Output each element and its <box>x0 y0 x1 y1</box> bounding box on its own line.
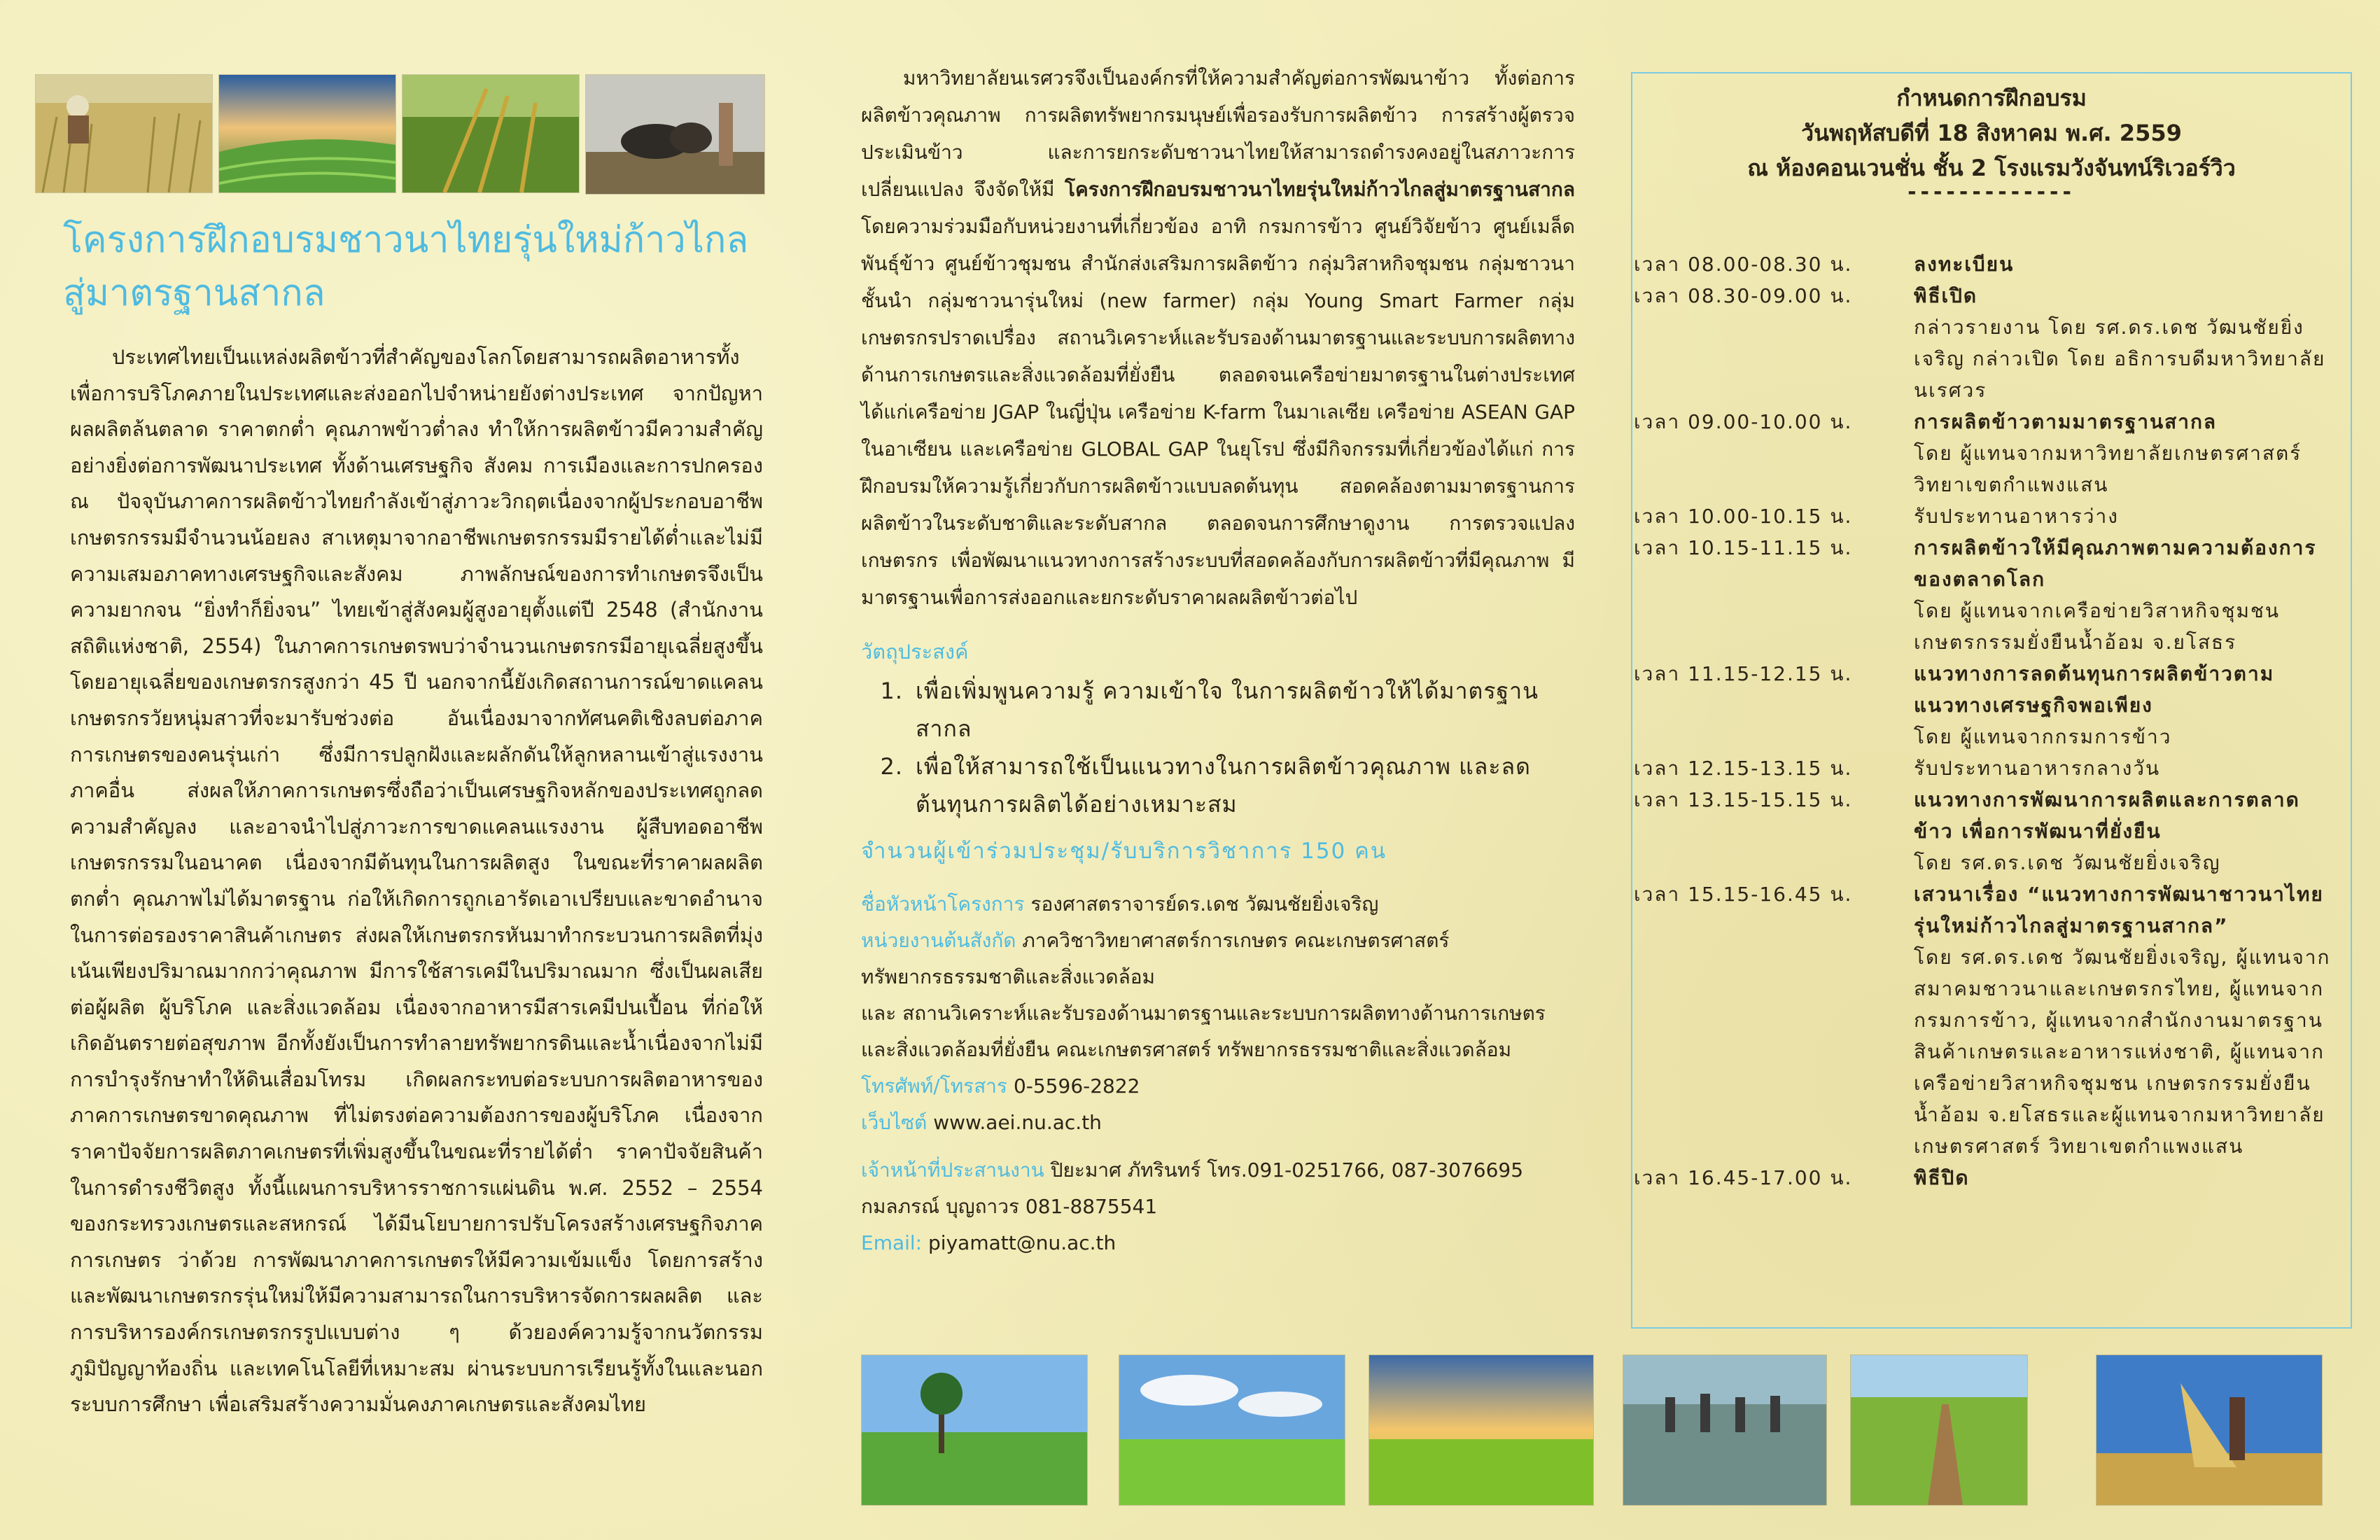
leader-value: รองศาสตราจารย์ดร.เดช วัฒนชัยยิ่งเจริญ <box>1030 892 1379 916</box>
schedule-sub: โดย ผู้แทนจากเครือข่ายวิสาหกิจชุมชนเกษตรกรรมยั่งยืนน้ำอ้อม จ.ยโสธร <box>1914 599 2281 654</box>
schedule-venue: ณ ห้องคอนเวนชั่น ชั้น 2 โรงแรมวังจันทน์ริเวอร์วิว <box>1747 155 2236 181</box>
schedule-time: เวลา 10.00-10.15 น. <box>1634 505 1853 528</box>
schedule-time: เวลา 12.15-13.15 น. <box>1634 757 1853 780</box>
schedule-sub: โดย ผู้แทนจากกรมการข้าว <box>1914 725 2172 748</box>
objective-item <box>861 748 1575 823</box>
email-link[interactable]: piyamatt@nu.ac.th <box>928 1231 1116 1254</box>
staff-label: เจ้าหน้าที่ประสานงาน <box>861 1158 1044 1182</box>
web-line <box>861 1105 1575 1141</box>
schedule-time: เวลา 16.45-17.00 น. <box>1634 1166 1853 1189</box>
schedule-main: เสวนาเรื่อง “แนวทางการพัฒนาชาวนาไทยรุ่นใหม่ก้าวไกลสู่มาตรฐานสากล” <box>1914 883 2324 937</box>
phone-line <box>861 1068 1575 1105</box>
email-label: Email: <box>861 1231 923 1254</box>
intro-text-pre: มหาวิทยาลัยนเรศวรจึงเป็นองค์กรที่ให้ความสำคัญต่อการพัฒนาข้าว ทั้งต่อการผลิตข้าวคุณภาพ การผลิตทรัพยากรมนุษย์เพื่อรองรับการผลิตข้าว การสร้างผู้ตรวจประเมินข้าว และการยกระดับชาวนาไทยให้สามารถดำรงคงอยู่ในสภาวะการเปลี่ยนแปลง จึงจัดให้มี <box>861 66 1575 201</box>
phone-label: โทรศัพท์/โทรสาร <box>861 1074 1008 1098</box>
contact-section <box>861 886 1575 1261</box>
objectives-heading: วัตถุประสงค์ <box>861 640 969 664</box>
staff-value: ปิยะมาศ ภัทรินทร์ โทร.091-0251766, 087-3076695 <box>1050 1158 1524 1182</box>
left-column <box>63 70 770 1526</box>
schedule-time: เวลา 08.00-08.30 น. <box>1634 253 1853 276</box>
photo-palm-tree-paddy <box>861 1354 1088 1506</box>
objectives-list <box>861 672 1575 823</box>
schedule-row <box>1632 752 2353 784</box>
leader-label: ชื่อหัวหน้าโครงการ <box>861 892 1025 916</box>
photo-harvest-threshing <box>2096 1354 2323 1506</box>
schedule-row <box>1632 658 2353 752</box>
schedule-row <box>1632 280 2353 406</box>
unit-line <box>861 923 1575 995</box>
schedule-row <box>1632 248 2353 280</box>
schedule-row <box>1632 500 2353 532</box>
objective-number: 1. <box>880 678 903 704</box>
schedule-time: เวลา 08.30-09.00 น. <box>1634 284 1853 307</box>
schedule-main: การผลิตข้าวตามมาตรฐานสากล <box>1914 410 2218 433</box>
schedule-box <box>1631 72 2352 1329</box>
schedule-sub: โดย รศ.ดร.เดช วัฒนชัยยิ่งเจริญ <box>1914 851 2221 874</box>
schedule-heading <box>1632 80 2351 186</box>
schedule-time: เวลา 09.00-10.00 น. <box>1634 410 1853 433</box>
staff-line <box>861 1152 1575 1189</box>
schedule-row <box>1632 532 2353 658</box>
project-title-line-2: สู่มาตรฐานสากล <box>63 272 326 314</box>
schedule-sub: โดย รศ.ดร.เดช วัฒนชัยยิ่งเจริญ, ผู้แทนจากสมาคมชาวนาและเกษตรกรไทย, ผู้แทนจากกรมการข้าว, ผู้แทนจากสำนักงานมาตรฐานสินค้าเกษตรและอาหารแห่งชาติ, ผู้แทนจากเครือข่ายวิสาหกิจชุมชน เกษตรกรรมยั่งยืนน้ำอ้อม จ.ยโสธรและผู้แทนจากมหาวิทยาลัยเกษตรศาสตร์ วิทยาเขตกำแพงแสน <box>1914 946 2331 1158</box>
objectives-section <box>861 636 1575 823</box>
participants-count: จำนวนผู้เข้าร่วมประชุม/รับบริการวิชาการ 150 คน <box>861 839 1387 864</box>
web-link[interactable]: www.aei.nu.ac.th <box>933 1111 1102 1134</box>
photo-rice-grain-closeup <box>402 74 580 193</box>
schedule-row <box>1632 784 2353 878</box>
schedule-sub: รับประทานอาหารกลางวัน <box>1914 757 2161 780</box>
unit-line-2: และ สถานวิเคราะห์และรับรองด้านมาตรฐานและระบบการผลิตทางด้านการเกษตรและสิ่งแวดล้อมที่ยั่งยืน คณะเกษตรศาสตร์ ทรัพยากรธรรมชาติและสิ่งแวดล้อม <box>861 1002 1546 1061</box>
schedule-sub: กล่าวรายงาน โดย รศ.ดร.เดช วัฒนชัยยิ่งเจริญ กล่าวเปิด โดย อธิการบดีมหาวิทยาลัยนเรศวร <box>1914 316 2326 402</box>
schedule-main: การผลิตข้าวให้มีคุณภาพตามความต้องการของตลาดโลก <box>1914 536 2317 591</box>
intro-paragraph <box>861 59 1575 616</box>
schedule-date: วันพฤหัสบดีที่ 18 สิงหาคม พ.ศ. 2559 <box>1801 120 2182 146</box>
project-title <box>63 214 784 320</box>
schedule-main: ลงทะเบียน <box>1914 253 2015 276</box>
schedule-time: เวลา 11.15-12.15 น. <box>1634 662 1853 685</box>
schedule-time: เวลา 15.15-16.45 น. <box>1634 883 1853 906</box>
photo-boardwalk-field <box>1850 1354 2028 1506</box>
schedule-main: แนวทางการลดต้นทุนการผลิตข้าวตามแนวทางเศรษฐกิจพอเพียง <box>1914 662 2275 717</box>
schedule-row <box>1632 406 2353 500</box>
schedule-list <box>1632 248 2353 1194</box>
schedule-divider: ------------- <box>1907 180 2076 204</box>
schedule-main: พิธีปิด <box>1914 1166 1970 1189</box>
phone-value: 0-5596-2822 <box>1013 1074 1140 1098</box>
photo-buffalo-plowing <box>585 74 765 195</box>
photo-terraced-rice-sunset <box>218 74 396 193</box>
schedule-sub: โดย ผู้แทนจากมหาวิทยาลัยเกษตรศาสตร์ วิทยาเขตกำแพงแสน <box>1914 442 2302 496</box>
unit-label: หน่วยงานต้นสังกัด <box>861 929 1016 952</box>
schedule-sub: รับประทานอาหารว่าง <box>1914 505 2119 528</box>
email-line <box>861 1225 1575 1261</box>
objective-item <box>861 672 1575 748</box>
photo-sunset-field <box>1368 1354 1594 1506</box>
intro-text-post: โดยความร่วมมือกับหน่วยงานที่เกี่ยวข้อง อาทิ กรมการข้าว ศูนย์วิจัยข้าว ศูนย์เมล็ดพันธุ์ข้าว ศูนย์ข้าวชุมชน สำนักส่งเสริมการผลิตข้าว กลุ่มวิสาหกิจชุมชน กลุ่มชาวนาชั้นนำ กลุ่มชาวนารุ่นใหม่ (new farmer) กลุ่ม Young Smart Farmer กลุ่มเกษตรกรปราดเปรื่อง สถานวิเคราะห์และรับรองด้านมาตรฐานและระบบการผลิตทางด้านการเกษตรและสิ่งแวดล้อมที่ยั่งยืน ตลอดจนเครือข่ายมาตรฐานในต่างประเทศ ได้แก่เครือข่าย JGAP ในญี่ปุ่น เครือข่าย K-farm ในมาเลเซีย เครือข่าย ASEAN GAP ในอาเซียน และเครือข่าย GLOBAL GAP ในยุโรป ซึ่งมีกิจกรรมที่เกี่ยวข้องได้แก่ การฝึกอบรมให้ความรู้เกี่ยวกับการผลิตข้าวแบบลดต้นทุน สอดคล้องตามมาตรฐานการผลิตข้าวในระดับชาติและระดับสากล ตลอดจนการศึกษาดูงาน การตรวจแปลงเกษตรกร เพื่อพัฒนาแนวทางการสร้างระบบที่สอดคล้องกับการผลิตข้าวที่มีคุณภาพ มีมาตรฐานเพื่อการส่งออกและยกระดับราคาผลผลิตข้าวต่อไป <box>861 215 1575 609</box>
photo-farmer-in-rice-field <box>35 74 213 193</box>
middle-column <box>861 59 1575 1516</box>
objective-text: เพื่อเพิ่มพูนความรู้ ความเข้าใจ ในการผลิตข้าวให้ได้มาตรฐานสากล <box>916 678 1539 742</box>
intro-project-name: โครงการฝึกอบรมชาวนาไทยรุ่นใหม่ก้าวไกลสู่มาตรฐานสากล <box>1065 178 1575 201</box>
project-title-line-1: โครงการฝึกอบรมชาวนาไทยรุ่นใหม่ก้าวไกล <box>63 219 749 261</box>
schedule-time: เวลา 10.15-11.15 น. <box>1634 536 1853 559</box>
photo-planting-rice-group <box>1623 1354 1827 1506</box>
schedule-row <box>1632 1162 2353 1194</box>
objective-text: เพื่อให้สามารถใช้เป็นแนวทางในการผลิตข้าวคุณภาพ และลดต้นทุนการผลิตได้อย่างเหมาะสม <box>916 753 1531 818</box>
schedule-row <box>1632 878 2353 1162</box>
web-label: เว็บไซต์ <box>861 1111 927 1134</box>
unit-value: ภาควิชาวิทยาศาสตร์การเกษตร คณะเกษตรศาสตร์ ทรัพยากรธรรมชาติและสิ่งแวดล้อม <box>861 929 1450 988</box>
background-paragraph: ประเทศไทยเป็นแหล่งผลิตข้าวที่สำคัญของโลกโดยสามารถผลิตอาหารทั้งเพื่อการบริโภคภายในประเทศและส่งออกไปจำหน่ายยังต่างประเทศ จากปัญหาผลผลิตล้นตลาด ราคาตกต่ำ คุณภาพข้าวต่ำลง ทำให้การผลิตข้าวมีความสำคัญอย่างยิ่งต่อการพัฒนาประเทศ ทั้งด้านเศรษฐกิจ สังคม การเมืองและการปกครอง ณ ปัจจุบันภาคการผลิตข้าวไทยกำลังเข้าสู่ภาวะวิกฤตเนื่องจากผู้ประกอบอาชีพเกษตรกรรมมีจำนวนน้อยลง สาเหตุมาจากอาชีพเกษตรกรรมมีรายได้ต่ำและไม่มีความเสมอภาคทางเศรษฐกิจและสังคม ภาพลักษณ์ของการทำเกษตรจึงเป็น ความยากจน “ยิ่งทำก็ยิ่งจน” ไทยเข้าสู่สังคมผู้สูงอายุตั้งแต่ปี 2548 (สำนักงานสถิติแห่งชาติ, 2554) ในภาคการเกษตรพบว่าจำนวนเกษตรกรมีอายุเฉลี่ยสูงขึ้น โดยอายุเฉลี่ยของเกษตรกรสูงกว่า 45 ปี นอกจากนี้ยังเกิดสถานการณ์ขาดแคลนเกษตรกรวัยหนุ่มสาวที่จะมารับช่วงต่อ อันเนื่องมาจากทัศนคติเชิงลบต่อภาคการเกษตรของคนรุ่นเก่า ซึ่งมีการปลูกฝังและผลักดันให้ลูกหลานเข้าสู่แรงงานภาคอื่น ส่งผลให้ภาคการเกษตรซึ่งถือว่าเป็นเศรษฐกิจหลักของประเทศถูกลดความสำคัญลง และอาจนำไปสู่ภาวะการขาดแคลนแรงงาน ผู้สืบทอดอาชีพเกษตรกรรมในอนาคต เนื่องจากมีต้นทุนในการผลิตสูง ในขณะที่ราคาผลผลิตตกต่ำ คุณภาพไม่ได้มาตรฐาน ก่อให้เกิดการถูกเอารัดเอาเปรียบและขาดอำนาจในการต่อรองราคาสินค้าเกษตร ส่งผลให้เกษตรกรหันมาทำกระบวนการผลิตที่มุ่งเน้นเพียงปริมาณมากกว่าคุณภาพ มีการใช้สารเคมีในปริมาณมาก ซึ่งเป็นผลเสียต่อผู้ผลิต ผู้บริโภค และสิ่งแวดล้อม เนื่องจากอาหารมีสารเคมีปนเปื้อน ที่ก่อให้เกิดอันตรายต่อสุขภาพ อีกทั้งยังเป็นการทำลายทรัพยากรดินและน้ำเนื่องจากไม่มีการบำรุงรักษาทำให้ดินเสื่อมโทรม เกิดผลกระทบต่อระบบการผลิตอาหารของภาคการเกษตรขาดคุณภาพ ที่ไม่ตรงต่อความต้องการของผู้บริโภค เนื่องจากราคาปัจจัยการผลิตภาคเกษตรที่เพิ่มสูงขึ้นในขณะที่รายได้ต่ำ ราคาปัจจัยสินค้าในการดำรงชีวิตสูง ทั้งนี้แผนการบริหารราชการแผ่นดิน พ.ศ. 2552 – 2554 ของกระทรวงเกษตรและสหกรณ์ ได้มีนโยบายการปรับโครงสร้างเศรษฐกิจภาคการเกษตร ว่าด้วย การพัฒนาภาคการเกษตรให้มีความเข้มแข็ง โดยการสร้างและพัฒนาเกษตรกรรุ่นใหม่ให้มีความสามารถในการบริหารจัดการผลผลิต และการบริหารองค์กรเกษตรกรรูปแบบต่าง ๆ ด้วยองค์ความรู้จากนวัตกรรม ภูมิปัญญาท้องถิ่น และเทคโนโลยีที่เหมาะสม ผ่านระบบการเรียนรู้ทั้งในและนอกระบบการศึกษา เพื่อเสริมสร้างความมั่นคงภาคเกษตรและสังคมไทย <box>70 345 763 1417</box>
schedule-main: พิธีเปิด <box>1914 284 1978 307</box>
leader-line <box>861 886 1575 923</box>
staff-line-2: กมลภรณ์ บุญถาวร 081-8875541 <box>861 1195 1158 1218</box>
schedule-time: เวลา 13.15-15.15 น. <box>1634 788 1853 811</box>
photo-green-field-sky <box>1119 1354 1345 1506</box>
schedule-main: แนวทางการพัฒนาการผลิตและการตลาดข้าว เพื่อการพัฒนาที่ยั่งยืน <box>1914 788 2300 843</box>
schedule-title: กำหนดการฝึกอบรม <box>1896 85 2087 111</box>
objective-number: 2. <box>880 753 903 780</box>
